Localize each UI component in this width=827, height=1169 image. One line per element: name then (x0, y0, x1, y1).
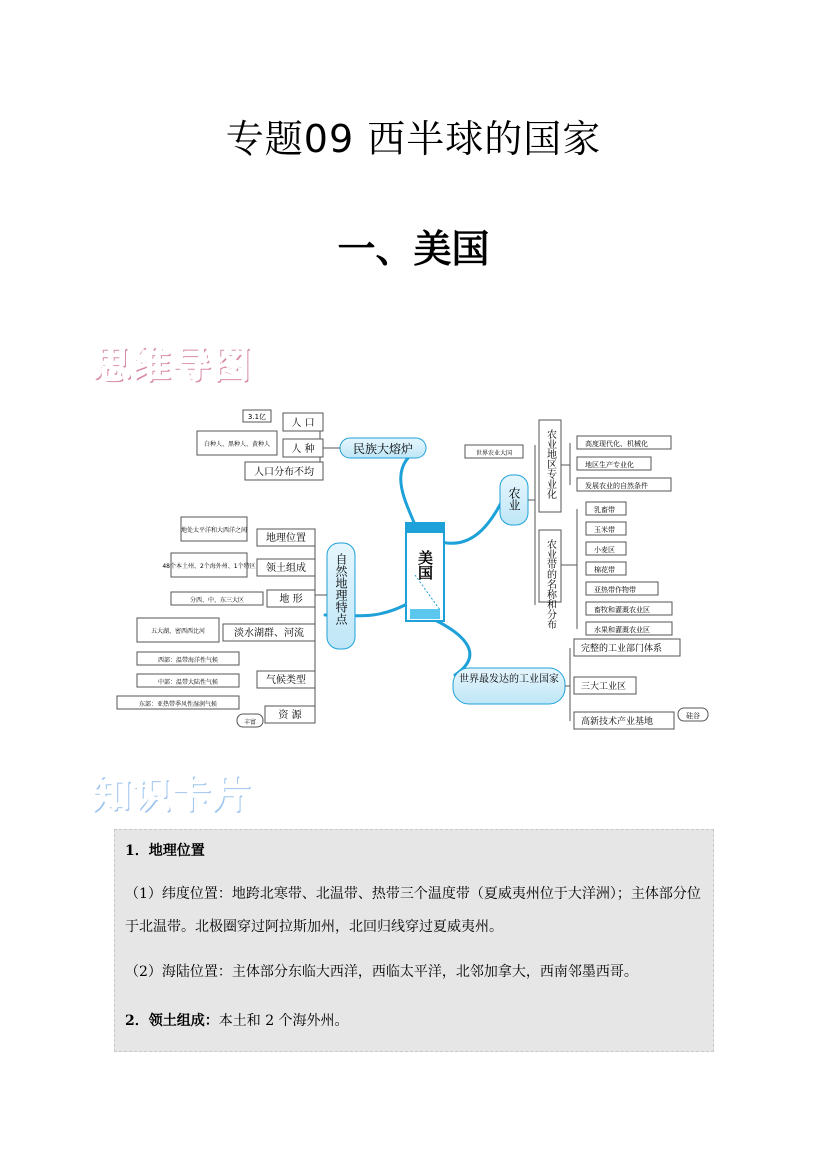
pop-item-race: 人 种 (291, 444, 315, 455)
agri-belt-item: 亚热带作物带 (594, 586, 636, 594)
agri-belt-item: 棉花带 (594, 566, 615, 574)
natural-notes (117, 517, 263, 727)
card-paragraph-2: （2）海陆位置：主体部分东临大西洋，西临太平洋，北邻加拿大，西南邻墨西哥。 (125, 964, 638, 980)
agri-sub1-item: 地区生产专业化 (585, 461, 634, 469)
pop-note-count: 3.1亿 (247, 413, 267, 421)
agri-belt-item: 畜牧和灌溉农业区 (594, 606, 650, 614)
natural-item-territory: 领土组成 (266, 563, 306, 574)
mind-map (115, 405, 715, 740)
natural-branch-label: 自然地理特点 (334, 553, 348, 625)
section-title: 一、美国 (337, 226, 490, 271)
mindmap-banner: 思维导图 (92, 342, 253, 386)
note-territory: 48个本土州、2个海外州、1个特区 (162, 563, 256, 570)
agri-belt-item: 玉米带 (594, 526, 615, 534)
natural-item-lakes: 淡水湖群、河流 (234, 628, 304, 639)
heading-number: 2． (125, 1013, 149, 1029)
heading-number: 1． (125, 843, 149, 859)
agri-tag: 世界农业大国 (475, 450, 513, 457)
heading-text: 领土组成： (148, 1013, 219, 1029)
card-heading-2 (125, 1010, 349, 1030)
agri-sub1-item: 发展农业的自然条件 (585, 482, 648, 490)
pop-item-population: 人 口 (291, 418, 315, 429)
industry-item: 完整的工业部门体系 (581, 644, 663, 654)
note-lakes: 五大湖、密西西比河 (150, 628, 206, 635)
agri-branch-label: 农业 (507, 487, 521, 511)
note-climate-east: 东部：亚热带季风性湿润气候 (138, 701, 218, 708)
pop-note-races: 白种人、黑种人、黄种人 (203, 441, 271, 448)
natural-item-terrain: 地 形 (279, 594, 303, 605)
population-branch-label: 民族大熔炉 (352, 442, 414, 456)
agri-sub2-items (586, 502, 672, 635)
industry-item: 高新技术产业基地 (581, 717, 654, 727)
natural-item-climate: 气候类型 (266, 675, 306, 686)
note-climate-middle: 中部：温带大陆性气候 (157, 679, 219, 686)
agri-belt-item: 小麦区 (594, 546, 615, 554)
note-climate-west: 西部：温带海洋性气候 (157, 657, 219, 664)
heading-body: 本土和 2 个海外州。 (218, 1013, 349, 1029)
heading-text: 地理位置 (148, 843, 205, 859)
natural-item-location: 地理位置 (266, 533, 306, 544)
note-location: 地处太平洋和大西洋之间 (180, 527, 248, 534)
agri-belt-item: 乳畜带 (594, 506, 615, 514)
industry-tag: 硅谷 (686, 712, 700, 720)
agri-sub2-label: 农业带的名称和分布 (544, 539, 556, 629)
card-heading-1 (125, 840, 205, 860)
note-terrain: 分西、中、东三大区 (189, 597, 245, 604)
note-resources: 丰富 (243, 719, 257, 726)
industry-item: 三大工业区 (581, 682, 627, 692)
knowledge-card (114, 829, 714, 1052)
card-paragraph-1: （1）纬度位置：地跨北寒带、北温带、热带三个温度带（夏威夷州位于大洋洲）；主体部分位于北温带。北极圈穿过阿拉斯加州，北回归线穿过夏威夷州。 (125, 886, 701, 935)
agri-sub1-label: 农业地区专业化 (544, 429, 556, 499)
pop-item-distribution: 人口分布不均 (254, 467, 314, 478)
agri-sub1-item: 高度现代化、机械化 (585, 440, 648, 448)
page-title: 专题09 西半球的国家 (225, 117, 602, 161)
cards-banner: 知识卡片 (92, 772, 253, 816)
industry-branch-label: 世界最发达的工业国家 (459, 674, 559, 685)
natural-item-resources: 资 源 (278, 710, 302, 721)
agri-sub1-items (577, 436, 671, 491)
agri-belt-item: 水果和灌溉农业区 (594, 626, 650, 634)
center-label: 美国 (416, 550, 434, 580)
